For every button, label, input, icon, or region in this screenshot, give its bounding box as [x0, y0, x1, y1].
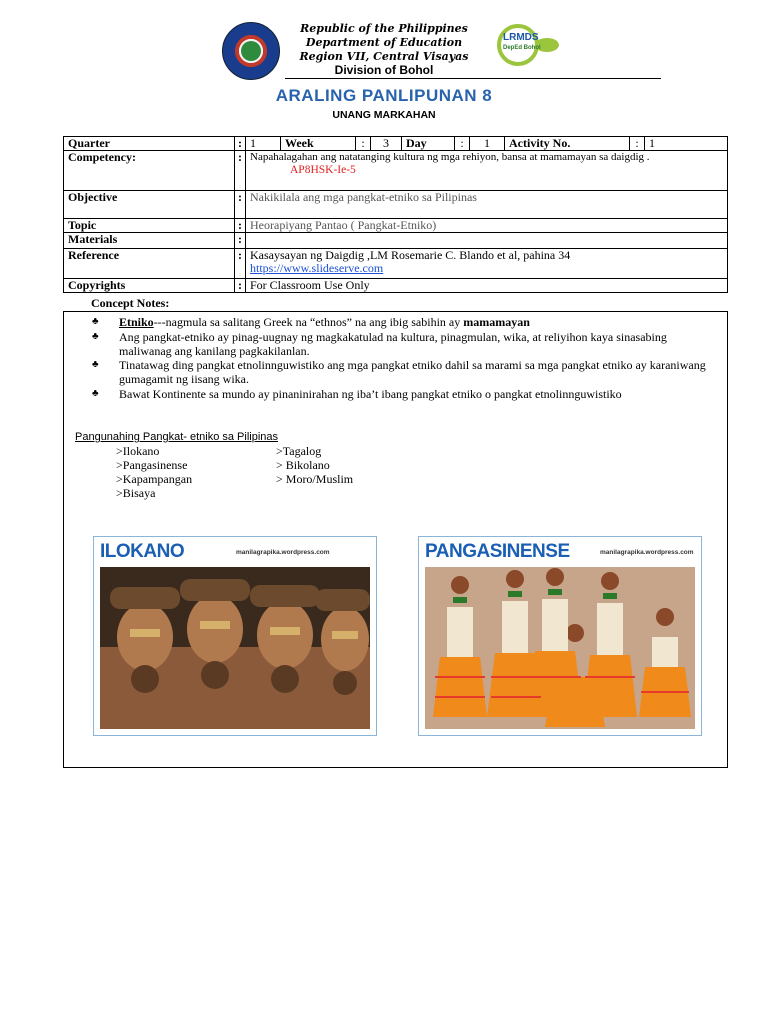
club-bullet-icon: ♣ — [92, 316, 99, 327]
group-item: >Kapampangan — [116, 472, 193, 486]
colon: : — [356, 137, 371, 150]
etniko-term: Etniko — [119, 315, 154, 329]
photo-url: manilagrapika.wordpress.com — [236, 549, 330, 556]
group-item: > Bikolano — [276, 458, 330, 472]
colon: : — [235, 151, 246, 191]
colon: : — [455, 137, 470, 150]
club-bullet-icon: ♣ — [92, 388, 99, 399]
page-title: ARALING PANLIPUNAN 8 — [275, 86, 493, 105]
logo-sub: DepEd Bohol — [503, 45, 541, 51]
header-division: Division of Bohol — [334, 63, 434, 77]
note-text: Tinatawag ding pangkat etnolinnguwistiko ang mga pangkat etniko dahil sa marami sa mga pangkat etniko ay karaniwang gumagamit ng iisang wika. — [119, 358, 706, 386]
day-label: Day — [402, 137, 455, 150]
competency-label: Competency: — [64, 151, 235, 191]
group-item: >Ilokano — [116, 444, 160, 458]
list-item — [92, 315, 712, 329]
activity-label: Activity No. — [505, 137, 630, 150]
pangasinense-image — [425, 567, 695, 729]
colon: : — [235, 249, 246, 279]
logo-text: LRMDS — [503, 32, 539, 43]
page-subtitle: UNANG MARKAHAN — [332, 109, 436, 121]
colon: : — [235, 137, 246, 151]
header-department: Department of Education — [305, 36, 463, 49]
reference-link[interactable]: https://www.slideserve.com — [250, 261, 384, 275]
topic-label: Topic — [64, 219, 235, 233]
quarter-value: 1 — [246, 137, 281, 150]
objective-text: Nakikilala ang mga pangkat-etniko sa Pilipinas — [246, 191, 728, 219]
activity-info-table — [63, 136, 728, 293]
list-item — [92, 358, 712, 386]
colon: : — [630, 137, 645, 150]
copyrights-label: Copyrights — [64, 279, 235, 293]
concept-notes-label: Concept Notes: — [91, 296, 170, 310]
objective-label: Objective — [64, 191, 235, 219]
colon: : — [235, 191, 246, 219]
list-item — [92, 387, 712, 401]
club-bullet-icon: ♣ — [92, 331, 99, 342]
ilokano-photo — [93, 536, 377, 736]
group-item: >Tagalog — [276, 444, 322, 458]
etniko-definition: ---nagmula sa salitang Greek na “ethnos” na ang ibig sabihin ay — [153, 315, 464, 329]
pangasinense-photo — [418, 536, 702, 736]
note-text: Ang pangkat-etniko ay pinag-uugnay ng magkakatulad na kultura, pinagmulan, wika, at reliyihon kaya sinasabing maliwanag ang kanilang pagkakilanlan. — [119, 330, 667, 358]
competency-code: AP8HSK-Ie-5 — [290, 164, 356, 176]
topic-text: Heorapiyang Pantao ( Pangkat-Etniko) — [246, 219, 728, 233]
colon: : — [235, 279, 246, 293]
colon: : — [235, 219, 246, 233]
materials-label: Materials — [64, 233, 235, 249]
colon: : — [235, 233, 246, 249]
list-item — [92, 330, 712, 358]
group-item: >Bisaya — [116, 486, 156, 500]
materials-text — [246, 233, 728, 249]
header-rule — [285, 78, 661, 79]
reference-label: Reference — [64, 249, 235, 279]
note-text: Bawat Kontinente sa mundo ay pinaninirahan ng iba’t ibang pangkat etniko o pangkat etnolinnguwistiko — [119, 387, 622, 401]
group-item: >Pangasinense — [116, 458, 188, 472]
concept-notes-box — [63, 311, 728, 768]
ilokano-image — [100, 567, 370, 729]
photo-url: manilagrapika.wordpress.com — [600, 549, 694, 556]
etniko-bold: mamamayan — [463, 315, 530, 329]
reference-text: Kasaysayan ng Daigdig ,LM Rosemarie C. Blando et al, pahina 34 — [250, 248, 571, 262]
pangasinense-illustration — [425, 567, 695, 729]
week-value: 3 — [371, 137, 402, 150]
copyrights-text: For Classroom Use Only — [246, 279, 728, 293]
photo-title: PANGASINENSE — [425, 541, 570, 562]
week-label: Week — [281, 137, 356, 150]
header-republic: Republic of the Philippines — [300, 22, 468, 35]
header-region: Region VII, Central Visayas — [299, 50, 469, 63]
club-bullet-icon: ♣ — [92, 359, 99, 370]
photo-title: ILOKANO — [100, 541, 185, 562]
group-item: > Moro/Muslim — [276, 472, 354, 486]
quarter-label: Quarter — [64, 137, 235, 151]
activity-value: 1 — [649, 136, 655, 150]
competency-text: Napahalagahan ang natatanging kultura ng mga rehiyon, bansa at mamamayan sa daigdig . — [250, 151, 650, 163]
day-value: 1 — [470, 137, 505, 150]
ilokano-illustration — [100, 567, 370, 729]
groups-heading: Pangunahing Pangkat- etniko sa Pilipinas — [75, 431, 279, 443]
